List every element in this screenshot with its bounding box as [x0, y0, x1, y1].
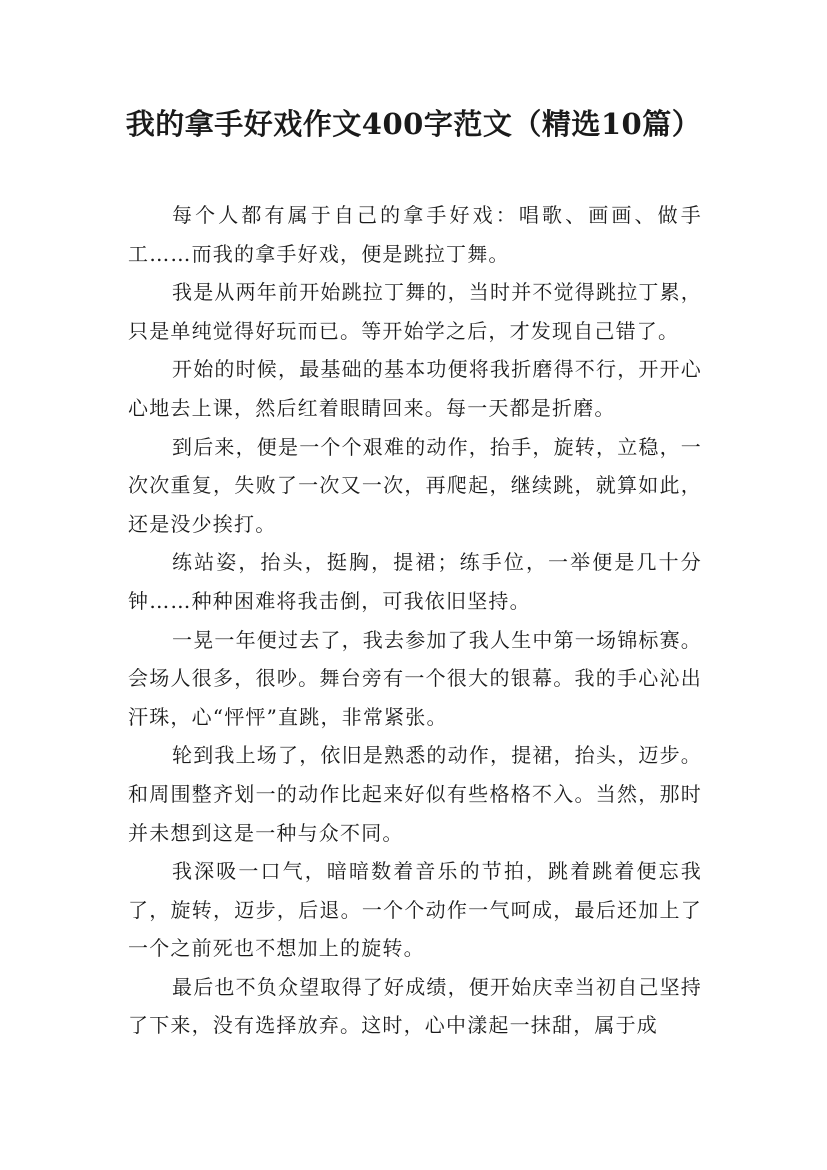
paragraph: 最后也不负众望取得了好成绩，便开始庆幸当初自己坚持了下来，没有选择放弃。这时，心中漾起一抹甜，属于成 — [128, 974, 702, 1038]
paragraph: 我深吸一口气，暗暗数着音乐的节拍，跳着跳着便忘我了，旋转，迈步，后退。一个个动作一气呵成，最后还加上了一个之前死也不想加上的旋转。 — [128, 859, 702, 961]
paragraph: 开始的时候，最基础的基本功便将我折磨得不行，开开心心地去上课，然后红着眼睛回来。每一天都是折磨。 — [128, 357, 702, 420]
paragraph: 每个人都有属于自己的拿手好戏：唱歌、画画、做手工……而我的拿手好戏，便是跳拉丁舞。 — [128, 203, 702, 266]
document-title: 我的拿手好戏作文400字范文（精选10篇） — [125, 107, 702, 141]
paragraph: 一晃一年便过去了，我去参加了我人生中第一场锦标赛。会场人很多，很吵。舞台旁有一个很大的银幕。我的手心沁出汗珠，心“怦怦”直跳，非常紧张。 — [128, 627, 702, 729]
paragraph: 我是从两年前开始跳拉丁舞的，当时并不觉得跳拉丁累，只是单纯觉得好玩而已。等开始学之后，才发现自己错了。 — [128, 280, 702, 343]
paragraph: 轮到我上场了，依旧是熟悉的动作，提裙，抬头，迈步。和周围整齐划一的动作比起来好似有些格格不入。当然，那时并未想到这是一种与众不同。 — [128, 743, 702, 845]
paragraph: 到后来，便是一个个艰难的动作，抬手，旋转，立稳，一次次重复，失败了一次又一次，再爬起，继续跳，就算如此，还是没少挨打。 — [128, 434, 702, 536]
essay-body — [128, 196, 702, 1045]
paragraph: 练站姿，抬头，挺胸，提裙；练手位，一举便是几十分钟……种种困难将我击倒，可我依旧坚持。 — [128, 550, 702, 613]
